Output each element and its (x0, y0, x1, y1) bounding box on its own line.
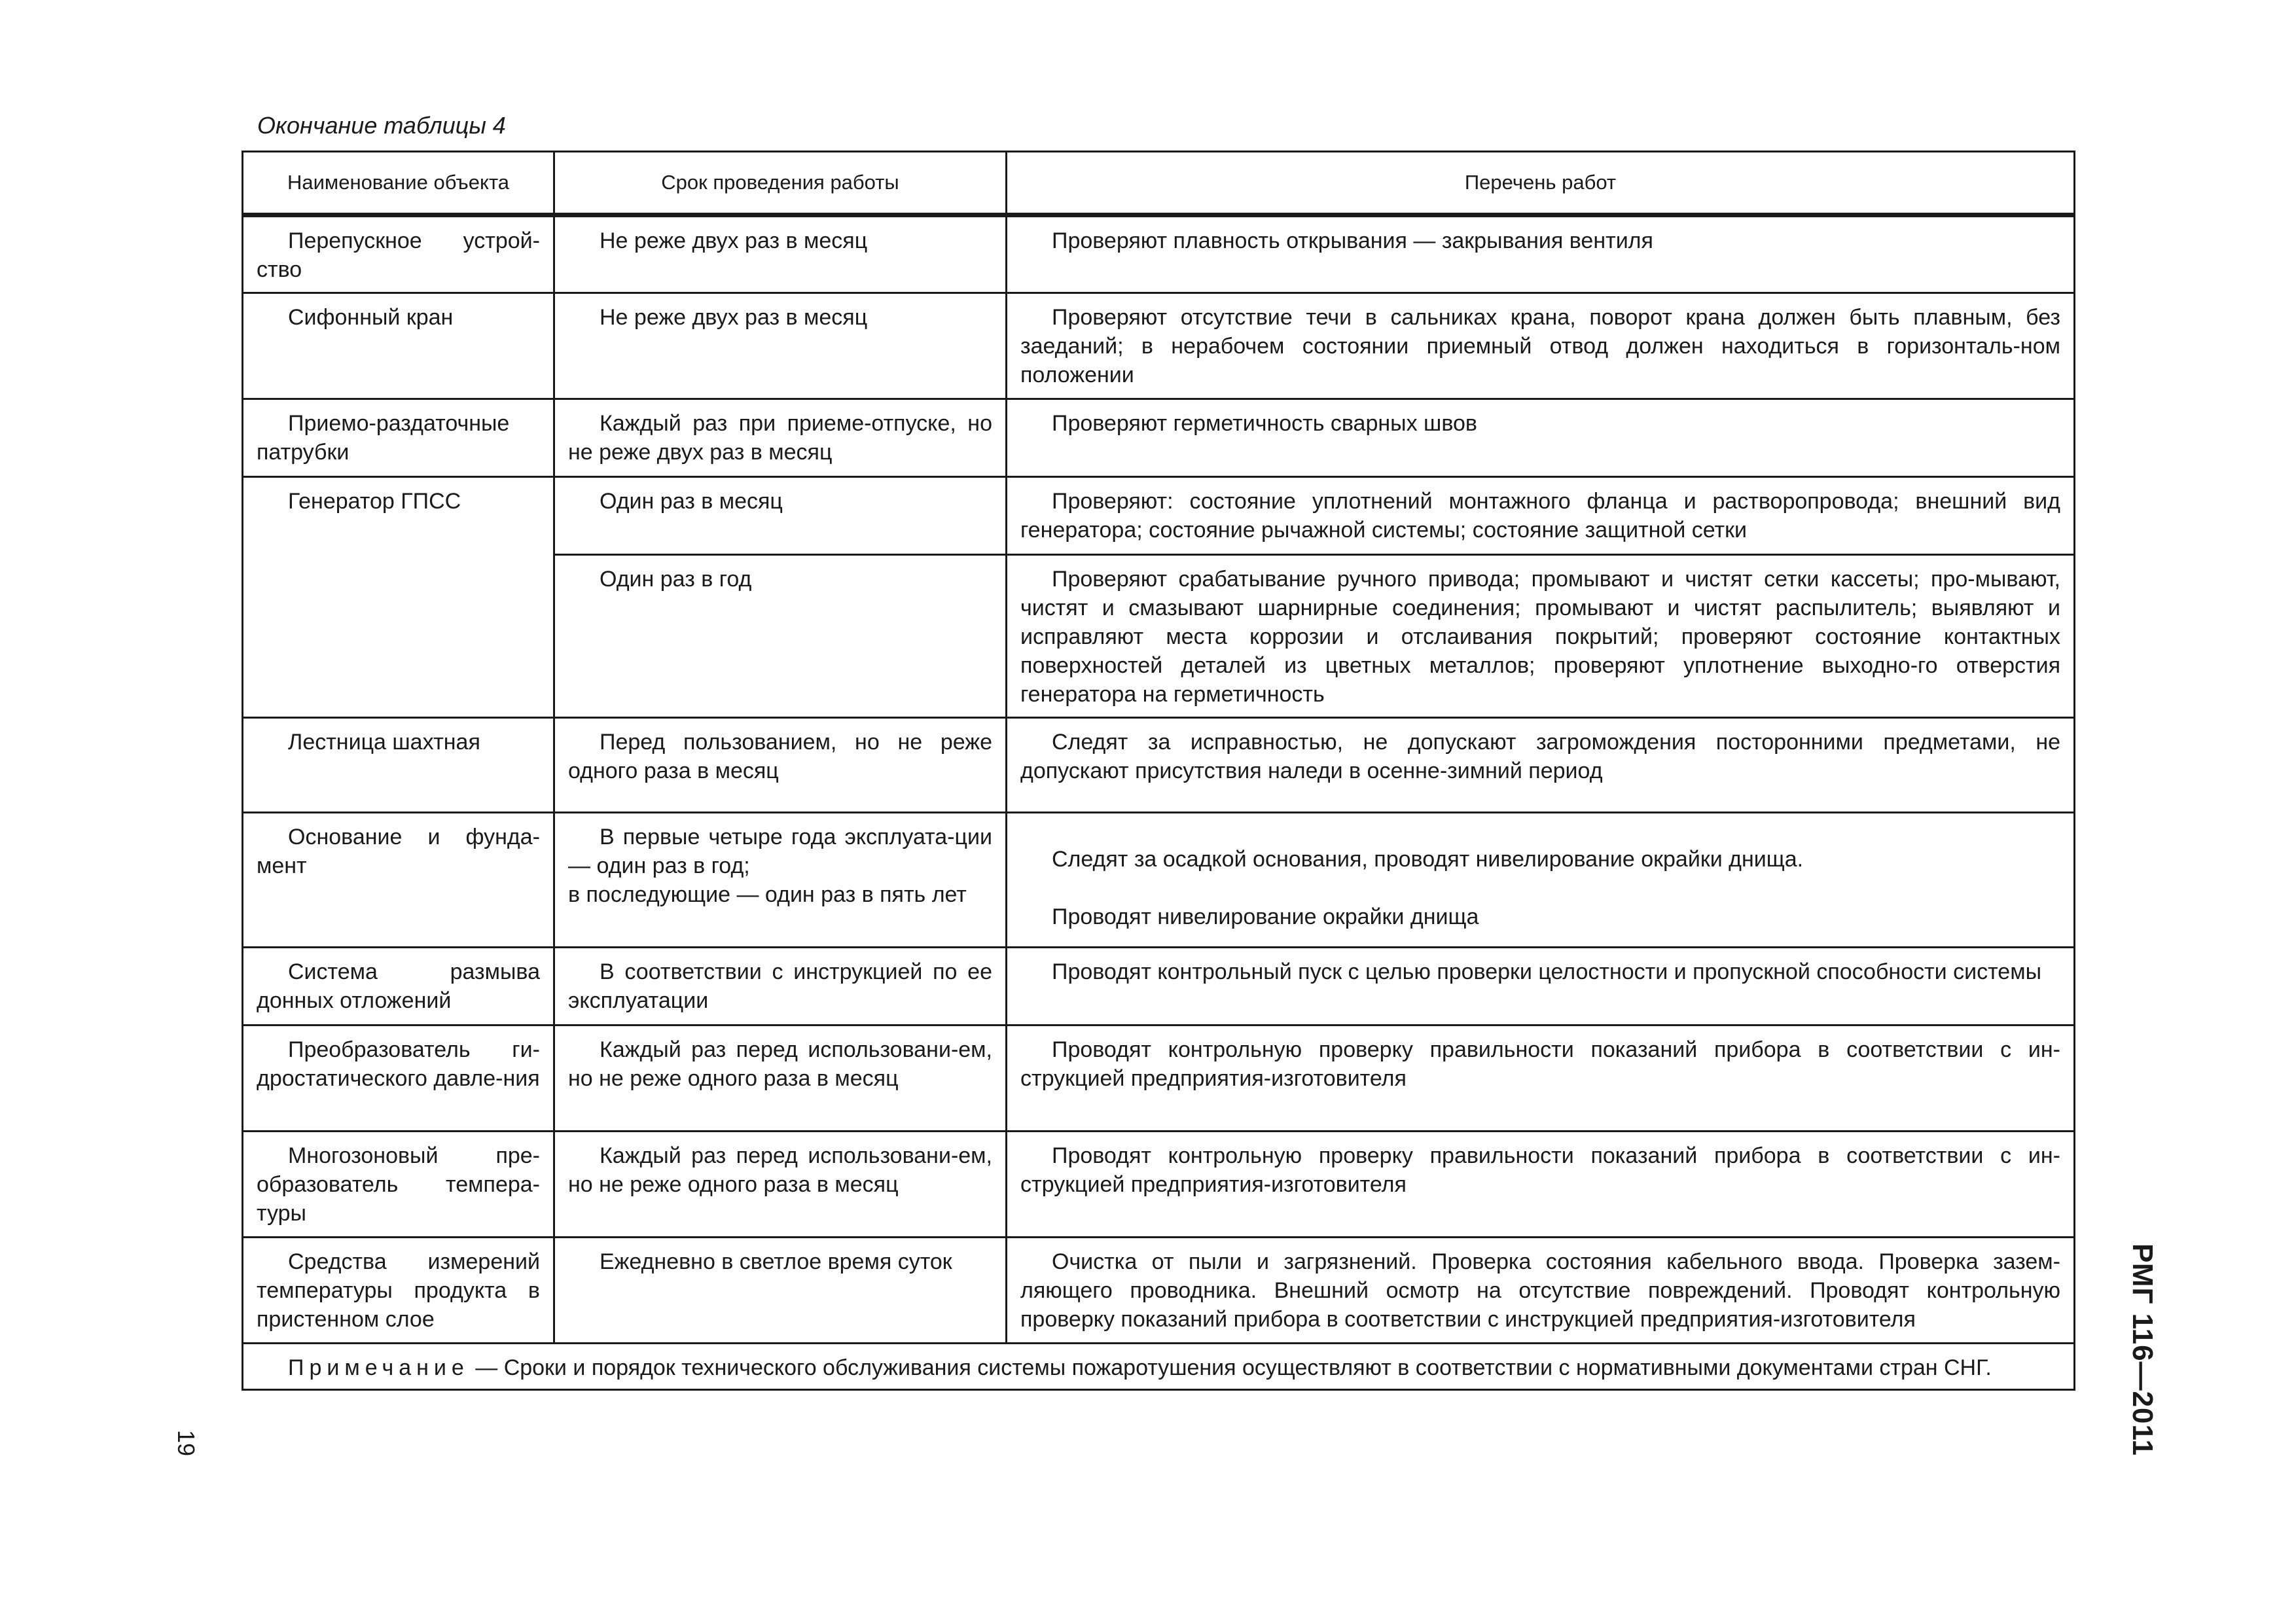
header-period: Срок проведения работы (554, 152, 1007, 215)
works-line: Проводят нивелирование окрайки днища (1052, 904, 1479, 929)
object-cell: Лестница шахтная (243, 718, 554, 813)
works-cell: Проверяют герметичность сварных швов (1007, 399, 2075, 477)
period-cell: Не реже двух раз в месяц (554, 215, 1007, 293)
table-row (243, 215, 2075, 293)
note-body: — Сроки и порядок технического обслуживания системы пожаротушения осуществляют в соответствии с нормативными документами стран СНГ. (469, 1355, 1992, 1380)
table-caption: Окончание таблицы 4 (257, 112, 506, 139)
maintenance-table (242, 151, 2075, 1391)
period-cell: Ежедневно в светлое время суток (554, 1238, 1007, 1344)
table-row (243, 293, 2075, 399)
object-cell: Преобразователь ги-дростатического давле-ния (243, 1026, 554, 1132)
period-cell: Перед пользованием, но не реже одного раза в месяц (554, 718, 1007, 813)
note-text (257, 1353, 2060, 1382)
works-cell: Проводят контрольную проверку правильности показаний прибора в соответствии с ин-струкцией предприятия-изготовителя (1007, 1026, 2075, 1132)
object-cell: Система размыва донных отложений (243, 948, 554, 1026)
period-cell: Не реже двух раз в месяц (554, 293, 1007, 399)
period-line: в последующие — один раз в пять лет (568, 882, 967, 907)
works-cell: Проверяют срабатывание ручного привода; промывают и чистят сетки кассеты; про-мывают, чистят и смазывают шарнирные соединения; промывают и чистят распылитель; выявляют и исправляют места коррозии и отслаивания покрытий; проверяют состояние контактных поверхностей деталей из цветных металлов; проверяют уплотнение выходно-го отверстия генератора на герметичность (1007, 555, 2075, 718)
works-cell: Проводят контрольный пуск с целью проверки целостности и пропускной способности системы (1007, 948, 2075, 1026)
document-code: РМГ 116—2011 (2126, 1243, 2159, 1457)
period-cell: Один раз в год (554, 555, 1007, 718)
object-cell: Сифонный кран (243, 293, 554, 399)
table-row (243, 948, 2075, 1026)
object-cell: Приемо-раздаточные патрубки (243, 399, 554, 477)
note-row (243, 1344, 2075, 1390)
period-cell: В соответствии с инструкцией по ее эксплуатации (554, 948, 1007, 1026)
period-cell: Каждый раз перед использовани-ем, но не реже одного раза в месяц (554, 1132, 1007, 1238)
table-row (243, 1132, 2075, 1238)
table-row (243, 718, 2075, 813)
period-line: В первые четыре года эксплуата-ции — один раз в год; (568, 825, 992, 878)
table-row (243, 1026, 2075, 1132)
table-header-row (243, 152, 2075, 215)
object-cell: Средства измерений температуры продукта в пристенном слое (243, 1238, 554, 1344)
header-works: Перечень работ (1007, 152, 2075, 215)
works-cell: Следят за исправностью, не допускают загромождения посторонними предметами, не допускают присутствия наледи в осенне-зимний период (1007, 718, 2075, 813)
table-row (243, 399, 2075, 477)
table-row (243, 477, 2075, 555)
works-cell: Проверяют отсутствие течи в сальниках крана, поворот крана должен быть плавным, без заеданий; в нерабочем состоянии приемный отвод должен находиться в горизонталь-ном положении (1007, 293, 2075, 399)
works-cell (1007, 813, 2075, 948)
table-row (243, 813, 2075, 948)
object-cell: Многозоновый пре-образователь темпера-туры (243, 1132, 554, 1238)
works-cell: Очистка от пыли и загрязнений. Проверка состояния кабельного ввода. Проверка зазем-ляющего проводника. Внешний осмотр на отсутствие повреждений. Проводят контрольную проверку показаний прибора в соответствии с инструкцией предприятия-изготовителя (1007, 1238, 2075, 1344)
works-cell: Проверяют плавность открывания — закрывания вентиля (1007, 215, 2075, 293)
note-cell (243, 1344, 2075, 1390)
works-cell: Проверяют: состояние уплотнений монтажного фланца и растворопровода; внешний вид генератора; состояние рычажной системы; состояние защитной сетки (1007, 477, 2075, 555)
object-cell: Основание и фунда-мент (243, 813, 554, 948)
table-row (243, 1238, 2075, 1344)
period-cell: Каждый раз при приеме-отпуске, но не реже двух раз в месяц (554, 399, 1007, 477)
works-cell: Проводят контрольную проверку правильности показаний прибора в соответствии с ин-струкцией предприятия-изготовителя (1007, 1132, 2075, 1238)
period-cell: Один раз в месяц (554, 477, 1007, 555)
object-cell: Перепускное устрой-ство (243, 215, 554, 293)
period-cell: Каждый раз перед использовани-ем, но не реже одного раза в месяц (554, 1026, 1007, 1132)
works-line: Следят за осадкой основания, проводят нивелирование окрайки днища. (1052, 847, 1804, 872)
note-label: Примечание (288, 1355, 469, 1380)
period-cell (554, 813, 1007, 948)
header-object: Наименование объекта (243, 152, 554, 215)
page-number: 19 (173, 1430, 200, 1457)
object-cell: Генератор ГПСС (243, 477, 554, 718)
